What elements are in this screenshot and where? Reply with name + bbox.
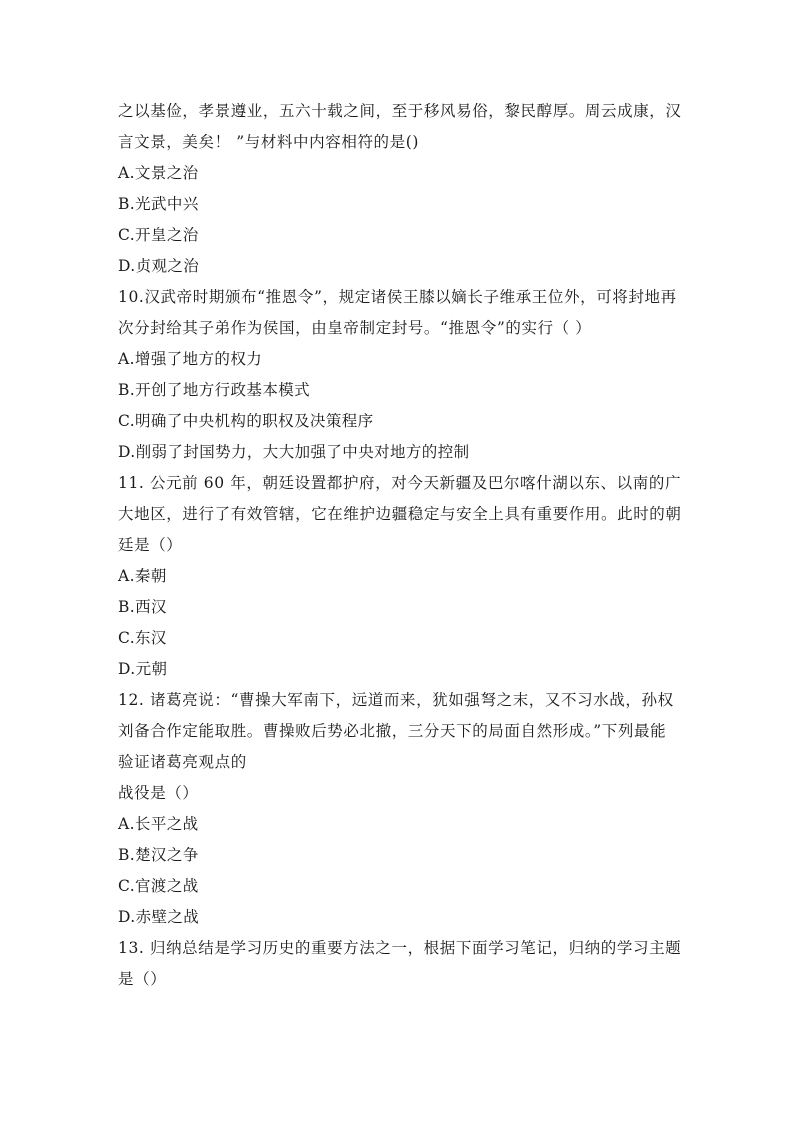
q11-option-a: A.秦朝 xyxy=(118,567,167,585)
q12-line-2: 刘备合作定能取胜。曹操败后势必北撤，三分天下的局面自然形成。”下列最能 xyxy=(118,722,667,740)
q9-option-b: B.光武中兴 xyxy=(118,195,199,213)
q11-line-3: 廷是（） xyxy=(118,536,183,554)
q10-option-b: B.开创了地方行政基本模式 xyxy=(118,381,311,399)
q11-option-c: C.东汉 xyxy=(118,629,167,647)
q12-line-1: 12. 诸葛亮说：“曹操大军南下，远道而来，犹如强弩之末，又不习水战，孙权 xyxy=(118,691,674,709)
q9-option-d: D.贞观之治 xyxy=(118,257,200,275)
q12-option-b: B.楚汉之争 xyxy=(118,846,199,864)
q9-line-2: 言文景，美矣！ ”与材料中内容相符的是() xyxy=(118,133,420,151)
q11-option-d: D.元朝 xyxy=(118,660,168,678)
q10-line-1: 10.汉武帝时期颁布“推恩令”，规定诸侯王膝以嫡长子维承王位外，可将封地再 xyxy=(118,288,677,306)
q9-option-a: A.文景之治 xyxy=(118,164,199,182)
q9-line-1: 之以基俭，孝景遵业，五六十载之间，至于移风易俗，黎民醇厚。周云成康，汉 xyxy=(118,102,682,120)
q12-line-4: 战役是（） xyxy=(118,784,199,802)
q9-option-c: C.开皇之治 xyxy=(118,226,199,244)
q10-option-c: C.明确了中央机构的职权及决策程序 xyxy=(118,412,374,430)
q11-line-1: 11. 公元前 60 年，朝廷设置都护府，对今天新疆及巴尔喀什湖以东、以南的广 xyxy=(118,474,682,492)
q12-option-c: C.官渡之战 xyxy=(118,877,199,895)
q12-line-3: 验证诸葛亮观点的 xyxy=(118,753,247,771)
q11-option-b: B.西汉 xyxy=(118,598,167,616)
question-text-block xyxy=(118,96,682,995)
q11-line-2: 大地区，进行了有效管辖，它在维护边疆稳定与安全上具有重要作用。此时的朝 xyxy=(118,505,682,523)
q10-option-d: D.削弱了封国势力，大大加强了中央对地方的控制 xyxy=(118,443,470,461)
q12-option-a: A.长平之战 xyxy=(118,815,199,833)
q13-line-1: 13. 归纳总结是学习历史的重要方法之一，根据下面学习笔记，归纳的学习主题 xyxy=(118,939,682,957)
q10-option-a: A.增强了地方的权力 xyxy=(118,350,263,368)
q12-option-d: D.赤壁之战 xyxy=(118,908,200,926)
q10-line-2: 次分封给其子弟作为侯国，由皇帝制定封号。“推恩令”的实行（ ） xyxy=(118,319,592,337)
q13-line-2: 是（） xyxy=(118,970,167,988)
